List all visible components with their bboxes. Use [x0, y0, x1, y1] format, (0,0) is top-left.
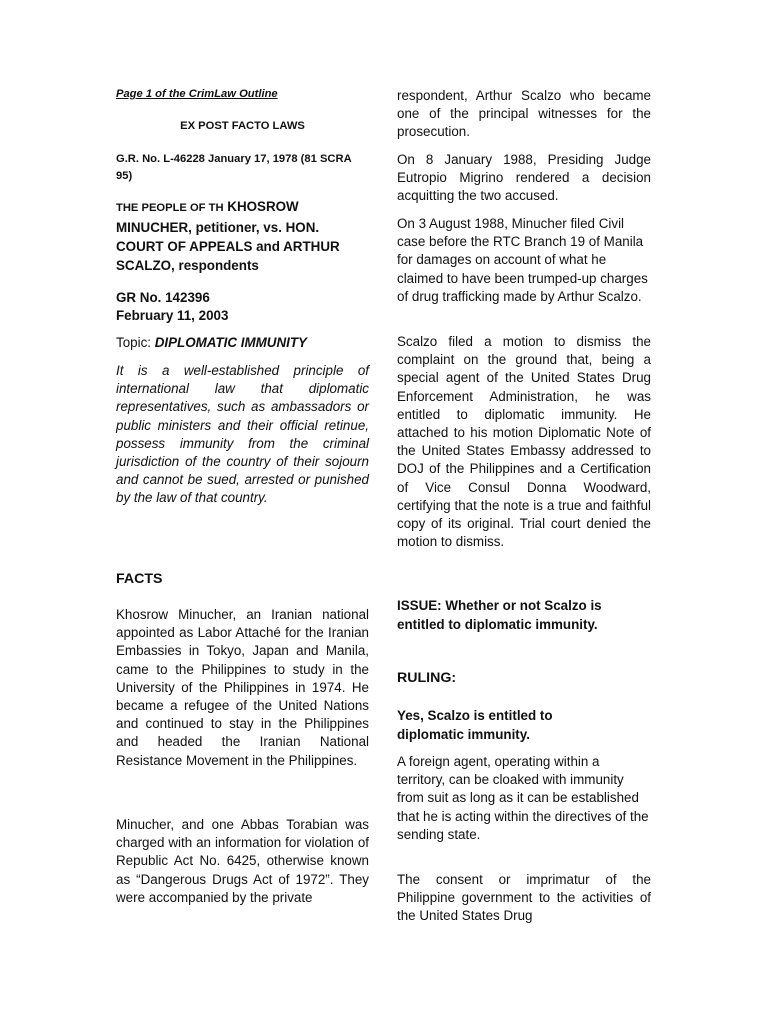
gr-date: February 11, 2003: [116, 308, 229, 323]
facts-continued: respondent, Arthur Scalzo who became one of the principal witnesses for the prosecution.: [397, 88, 651, 140]
topic-line: [116, 334, 369, 352]
issue-statement: ISSUE: Whether or not Scalzo is entitled to diplomatic immunity.: [397, 598, 602, 632]
topic-value: DIPLOMATIC IMMUNITY: [154, 335, 307, 350]
case-citation: G.R. No. L-46228 January 17, 1978 (81 SCRA 95): [116, 153, 352, 182]
topic-label: Topic:: [116, 335, 155, 350]
ruling-answer: Yes, Scalzo is entitled to diplomatic immunity.: [397, 708, 553, 742]
ruling-paragraph-1: A foreign agent, operating within a territory, can be cloaked with immunity from suit as long as it can be established that he is acting within the directives of the sending state.: [397, 754, 649, 842]
gr-number: GR No. 142396: [116, 290, 210, 305]
decision-paragraph: On 8 January 1988, Presiding Judge Eutropio Migrino rendered a decision acquitting the two accused.: [397, 152, 651, 204]
facts-heading: FACTS: [116, 571, 163, 587]
facts-paragraph-2: Minucher, and one Abbas Torabian was charged with an information for violation of Republic Act No. 6425, otherwise known as “Dangerous Drugs Act of 1972”. They were accompanied by the private: [116, 817, 369, 905]
principle-text: It is a well-established principle of international law that diplomatic representatives, such as ambassadors or public ministers and their official retinue, possess immunity from the criminal jurisdiction of the country of their sojourn and cannot be sued, arrested or punished by the law of that country.: [116, 363, 369, 506]
parties-lead: THE PEOPLE OF TH: [116, 202, 224, 214]
civil-case-paragraph: On 3 August 1988, Minucher filed Civil case before the RTC Branch 19 of Manila for damages on account of what he claimed to have been trumped-up charges of drug trafficking made by Arthur Scalzo.: [397, 216, 648, 304]
motion-paragraph: Scalzo filed a motion to dismiss the complaint on the ground that, being a special agent of the United States Drug Enforcement Administration, he was entitled to diplomatic immunity. He attached to his motion Diplomatic Note of the United States Embassy addressed to DOJ of the Philippines and a Certification of Vice Consul Donna Woodward, certifying that the note is a true and faithful copy of its original. Trial court denied the motion to dismiss.: [397, 334, 651, 550]
ruling-paragraph-2: The consent or imprimatur of the Philippine government to the activities of the United States Drug: [397, 872, 651, 924]
facts-paragraph-1: Khosrow Minucher, an Iranian national appointed as Labor Attaché for the Iranian Embassies in Tokyo, Japan and Manila, came to the Philippines to study in the University of the Philippines in 1974. He became a refugee of the United Nations and continued to stay in the Philippines and headed the Iranian National Resistance Movement in the Philippines.: [116, 607, 369, 768]
case-parties: [116, 197, 369, 275]
section-title: EX POST FACTO LAWS: [180, 120, 305, 132]
outline-header: Page 1 of the CrimLaw Outline: [116, 88, 278, 100]
ruling-heading: RULING:: [397, 670, 457, 686]
parties-names: KHOSROW MINUCHER, petitioner, vs. HON. COURT OF APPEALS and ARTHUR SCALZO, respondents: [116, 199, 340, 273]
